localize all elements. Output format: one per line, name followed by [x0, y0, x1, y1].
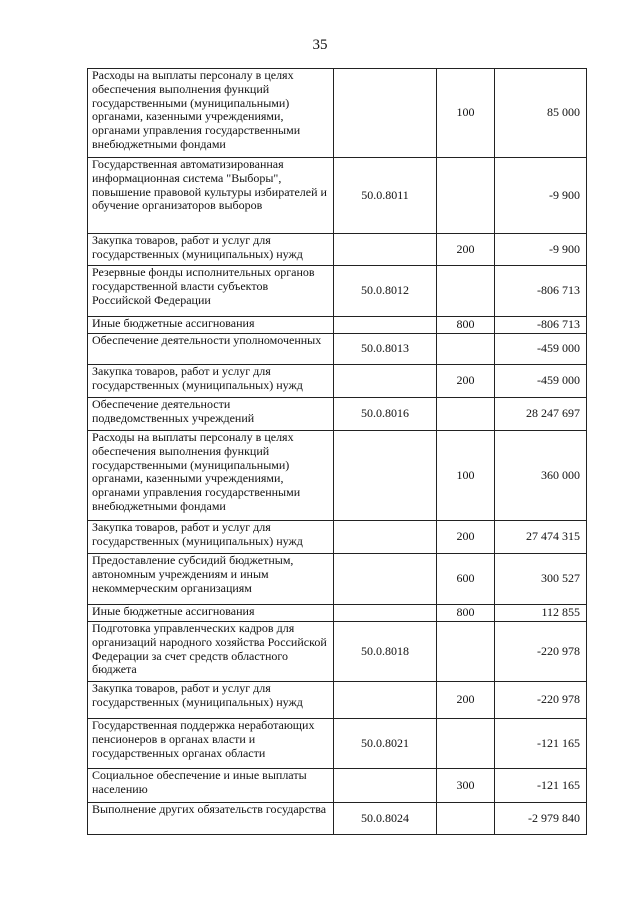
- row-description: Обеспечение деятельности уполномоченных: [88, 334, 334, 365]
- table-row: [88, 158, 587, 234]
- row-amount: -220 978: [495, 682, 587, 719]
- table-row: [88, 234, 587, 266]
- budget-table: [87, 68, 587, 835]
- row-amount: 300 527: [495, 554, 587, 605]
- row-amount: -121 165: [495, 769, 587, 803]
- row-target-code: 50.0.8012: [334, 266, 437, 317]
- row-description: Расходы на выплаты персоналу в целях обеспечения выполнения функций государственными (муниципальными) органами, казенными учреждениями, органами управления государственными внебюджетными фондами: [88, 69, 334, 158]
- row-amount: 360 000: [495, 431, 587, 521]
- row-expense-type: 100: [437, 69, 495, 158]
- row-expense-type: 200: [437, 234, 495, 266]
- table-row: [88, 719, 587, 769]
- row-target-code: [334, 234, 437, 266]
- row-description: Подготовка управленческих кадров для организаций народного хозяйства Российской Федерации за счет средств областного бюджета: [88, 622, 334, 682]
- table-row: [88, 334, 587, 365]
- row-target-code: 50.0.8011: [334, 158, 437, 234]
- table-row: [88, 605, 587, 622]
- row-description: Закупка товаров, работ и услуг для государственных (муниципальных) нужд: [88, 234, 334, 266]
- table-row: [88, 69, 587, 158]
- table-row: [88, 554, 587, 605]
- row-description: Обеспечение деятельности подведомственных учреждений: [88, 398, 334, 431]
- row-amount: -220 978: [495, 622, 587, 682]
- row-expense-type: 800: [437, 317, 495, 334]
- page-number: 35: [312, 37, 328, 53]
- table-row: [88, 769, 587, 803]
- row-target-code: [334, 605, 437, 622]
- row-expense-type: 100: [437, 431, 495, 521]
- row-target-code: [334, 554, 437, 605]
- table-row: [88, 803, 587, 835]
- row-description: Закупка товаров, работ и услуг для государственных (муниципальных) нужд: [88, 682, 334, 719]
- row-expense-type: [437, 398, 495, 431]
- row-expense-type: [437, 622, 495, 682]
- row-amount: -806 713: [495, 266, 587, 317]
- row-amount: -9 900: [495, 234, 587, 266]
- row-expense-type: [437, 266, 495, 317]
- row-amount: -459 000: [495, 334, 587, 365]
- row-description: Расходы на выплаты персоналу в целях обеспечения выполнения функций государственными (муниципальными) органами, казенными учреждениями, органами управления государственными внебюджетными фондами: [88, 431, 334, 521]
- row-description: Резервные фонды исполнительных органов государственной власти субъектов Российской Федерации: [88, 266, 334, 317]
- table-row: [88, 317, 587, 334]
- row-expense-type: 600: [437, 554, 495, 605]
- row-target-code: [334, 521, 437, 554]
- row-description: Государственная автоматизированная информационная система "Выборы", повышение правовой культуры избирателей и обучение организаторов выборов: [88, 158, 334, 234]
- row-target-code: [334, 682, 437, 719]
- row-description: Выполнение других обязательств государства: [88, 803, 334, 835]
- row-amount: -459 000: [495, 365, 587, 398]
- row-amount: -806 713: [495, 317, 587, 334]
- row-expense-type: [437, 719, 495, 769]
- table-row: [88, 431, 587, 521]
- table-row: [88, 365, 587, 398]
- row-amount: -2 979 840: [495, 803, 587, 835]
- row-description: Закупка товаров, работ и услуг для государственных (муниципальных) нужд: [88, 521, 334, 554]
- row-amount: -121 165: [495, 719, 587, 769]
- row-target-code: [334, 365, 437, 398]
- row-target-code: [334, 69, 437, 158]
- table-row: [88, 682, 587, 719]
- row-amount: -9 900: [495, 158, 587, 234]
- row-target-code: 50.0.8021: [334, 719, 437, 769]
- row-expense-type: 800: [437, 605, 495, 622]
- row-description: Иные бюджетные ассигнования: [88, 317, 334, 334]
- row-description: Государственная поддержка неработающих пенсионеров в органах власти и государственных органах области: [88, 719, 334, 769]
- row-target-code: [334, 769, 437, 803]
- row-target-code: 50.0.8024: [334, 803, 437, 835]
- table-row: [88, 622, 587, 682]
- row-description: Социальное обеспечение и иные выплаты населению: [88, 769, 334, 803]
- row-expense-type: [437, 158, 495, 234]
- table-row: [88, 266, 587, 317]
- row-target-code: 50.0.8018: [334, 622, 437, 682]
- row-target-code: 50.0.8013: [334, 334, 437, 365]
- row-target-code: [334, 431, 437, 521]
- row-amount: 85 000: [495, 69, 587, 158]
- row-expense-type: 200: [437, 365, 495, 398]
- row-expense-type: [437, 803, 495, 835]
- table-row: [88, 398, 587, 431]
- row-expense-type: [437, 334, 495, 365]
- row-description: Закупка товаров, работ и услуг для государственных (муниципальных) нужд: [88, 365, 334, 398]
- table-row: [88, 521, 587, 554]
- row-target-code: [334, 317, 437, 334]
- row-description: Предоставление субсидий бюджетным, автономным учреждениям и иным некоммерческим организациям: [88, 554, 334, 605]
- row-expense-type: 200: [437, 521, 495, 554]
- budget-table-body: [88, 69, 587, 835]
- row-target-code: 50.0.8016: [334, 398, 437, 431]
- row-amount: 28 247 697: [495, 398, 587, 431]
- row-expense-type: 200: [437, 682, 495, 719]
- row-description: Иные бюджетные ассигнования: [88, 605, 334, 622]
- row-amount: 112 855: [495, 605, 587, 622]
- row-amount: 27 474 315: [495, 521, 587, 554]
- row-expense-type: 300: [437, 769, 495, 803]
